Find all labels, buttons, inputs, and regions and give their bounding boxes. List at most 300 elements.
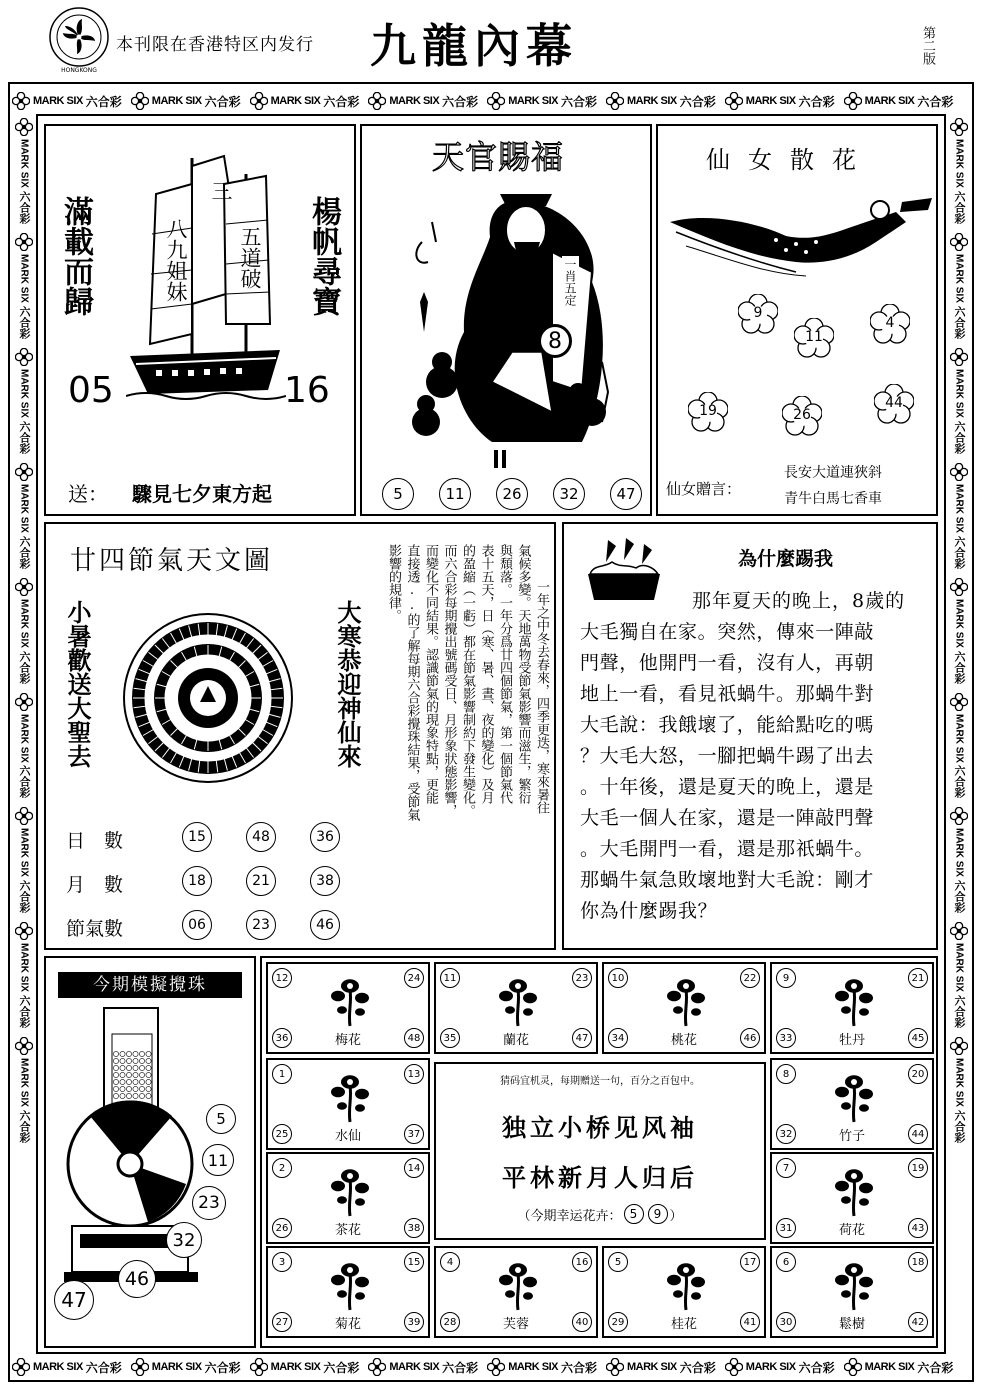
border-unit — [725, 1358, 838, 1376]
flower-number-bl: 30 — [776, 1312, 796, 1332]
flower-ornament-icon — [950, 118, 968, 136]
flower-name: 水仙 — [334, 1129, 361, 1144]
lhc-text: 六合彩 — [18, 765, 31, 799]
draw-ball: 23 — [192, 1186, 226, 1220]
mark-six-text: MARK SIX — [953, 253, 965, 303]
flower-cell — [770, 1058, 934, 1150]
send-label: 送： — [68, 482, 108, 506]
jieqi-number-ball: 36 — [310, 822, 340, 852]
flower-number-tr: 14 — [404, 1158, 424, 1178]
flower-number-tl: 10 — [608, 968, 628, 988]
flower-ornament-icon — [131, 92, 149, 110]
mark-six-text: MARK SIX — [18, 713, 30, 763]
fairy-icon — [666, 192, 936, 282]
flower-ornament-icon — [950, 233, 968, 251]
center-verse-box — [434, 1062, 766, 1240]
flower-cell — [266, 962, 430, 1054]
flower-number-tl: 3 — [272, 1252, 292, 1272]
fairy-flower-number: 9 — [753, 305, 763, 321]
flower-ornament-icon — [844, 92, 862, 110]
mark-six-text: MARK SIX — [33, 95, 83, 107]
border-unit — [15, 1037, 33, 1146]
mark-six-text: MARK SIX — [626, 95, 677, 107]
flower-ornament-icon — [15, 807, 33, 825]
header — [0, 0, 982, 80]
flower-number-tr: 23 — [572, 968, 592, 988]
hk-logo-icon — [48, 6, 110, 68]
jieqi-number-ball: 21 — [246, 866, 276, 896]
mark-six-text: MARK SIX — [953, 943, 965, 993]
mark-six-text: MARK SIX — [953, 139, 965, 188]
draw-ball: 46 — [118, 1260, 156, 1298]
lhc-text: 六合彩 — [798, 94, 835, 109]
essay-column: 而變化不同結果。認識節氣的現象特點，更能 — [423, 544, 438, 804]
edition-label: 第二版 — [920, 26, 935, 65]
tianguan-number-ball: 26 — [496, 478, 528, 510]
lhc-text: 六合彩 — [18, 995, 31, 1029]
jieqi-left-couplet: 小暑歡送大聖去 — [63, 600, 92, 768]
border-unit — [15, 578, 33, 687]
flower-number-br: 38 — [404, 1218, 424, 1238]
border-strip-right — [944, 118, 974, 1348]
flower-number-br: 42 — [908, 1312, 928, 1332]
story-line: 大毛獨自在家。突然，傳來一陣敲 — [580, 621, 875, 643]
jieqi-title: 廿四節氣天文圖 — [70, 546, 274, 576]
logo-caption: HONGKONG — [61, 67, 97, 74]
flower-name: 竹子 — [838, 1129, 865, 1144]
flower-ornament-icon — [12, 1358, 30, 1376]
flower-number-tl: 1 — [272, 1064, 292, 1084]
lhc-text: 六合彩 — [953, 190, 966, 224]
flower-ornament-icon — [15, 233, 33, 251]
story-line: 。大毛開門一看，還是那祇蝸牛。 — [580, 838, 875, 860]
sail-text-top: 三 — [209, 180, 233, 201]
mark-six-text: MARK SIX — [953, 1058, 965, 1108]
tianguan-number-ball: 5 — [382, 478, 414, 510]
ship-panel — [44, 124, 356, 516]
flower-cell — [770, 1152, 934, 1244]
fairy-flower-badge — [688, 392, 728, 432]
flower-ornament-icon — [487, 1358, 505, 1376]
mark-six-text: MARK SIX — [270, 95, 321, 107]
lhc-text: 六合彩 — [560, 1360, 597, 1375]
lucky-flower-hint — [436, 1204, 764, 1224]
lhc-text: 六合彩 — [204, 94, 241, 109]
border-unit — [131, 1358, 244, 1376]
essay-column: 影響的規律。 — [386, 544, 401, 622]
border-unit — [15, 118, 33, 227]
border-unit — [725, 92, 838, 110]
flower-name: 牡丹 — [838, 1033, 865, 1048]
flower-number-tl: 2 — [272, 1158, 292, 1178]
flower-illustration-icon — [322, 972, 378, 1028]
flower-ornament-icon — [15, 578, 33, 596]
mark-six-text: MARK SIX — [508, 1361, 558, 1373]
story-line: 地上一看，看見祇蝸牛。那蝸牛對 — [580, 683, 875, 705]
mark-six-text: MARK SIX — [953, 828, 965, 878]
center-note: 猜码宜机灵，每期赠送一句，百分之百包中。 — [500, 1076, 700, 1087]
flower-number-br: 44 — [908, 1124, 928, 1144]
border-unit — [15, 233, 33, 342]
mark-six-text: MARK SIX — [18, 253, 30, 303]
essay-column: 一年之中冬去春來，四季更迭，寒來暑往 — [534, 580, 549, 814]
story-title: 為什麼踢我 — [738, 548, 834, 570]
flower-number-tr: 17 — [740, 1252, 760, 1272]
jieqi-right-couplet: 大寒恭迎神仙來 — [333, 600, 362, 768]
flower-ornament-icon — [844, 1358, 862, 1376]
flower-name: 桃花 — [670, 1033, 697, 1048]
essay-column: 的盈縮（一虧）都在節氣影響制約下發生變化。 — [460, 544, 475, 817]
tianguan-deity-icon — [402, 182, 622, 472]
lhc-text: 六合彩 — [18, 420, 31, 454]
mark-six-text: MARK SIX — [18, 598, 30, 648]
border-unit — [487, 92, 600, 110]
border-unit — [606, 1358, 719, 1376]
flower-number-br: 37 — [404, 1124, 424, 1144]
flower-name: 蘭花 — [502, 1033, 529, 1048]
flower-number-tl: 7 — [776, 1158, 796, 1178]
mark-six-text: MARK SIX — [18, 1058, 30, 1108]
lucky-number-1: 5 — [624, 1204, 644, 1224]
flower-ornament-icon — [15, 118, 33, 136]
flower-cell — [434, 962, 598, 1054]
lhc-text: 六合彩 — [953, 535, 966, 569]
flower-number-bl: 29 — [608, 1312, 628, 1332]
essay-column: 表十五天，日（寒、暑、晝、夜的變化）及月 — [478, 544, 494, 804]
lhc-text: 六合彩 — [18, 535, 31, 569]
flower-ornament-icon — [950, 1037, 968, 1055]
lhc-text: 六合彩 — [953, 1110, 966, 1144]
border-unit — [950, 922, 968, 1031]
draw-panel — [44, 956, 256, 1348]
flower-number-tr: 24 — [404, 968, 424, 988]
essay-column: 而六合彩每期攪出號碼受日、月形象狀態影響， — [441, 544, 457, 817]
fairy-flower-badge — [738, 294, 778, 334]
lucky-number-2: 9 — [648, 1204, 668, 1224]
center-verse-line2: 平林新月人归后 — [502, 1163, 698, 1192]
flower-illustration-icon — [490, 972, 546, 1028]
draw-title: 今期模擬攪珠 — [58, 972, 242, 998]
send-text: 驟見七夕東方起 — [132, 482, 272, 506]
mark-six-text: MARK SIX — [953, 713, 965, 763]
mark-six-text: MARK SIX — [18, 483, 30, 533]
mark-six-text: MARK SIX — [33, 1361, 83, 1373]
mark-six-text: MARK SIX — [508, 95, 558, 107]
border-unit — [15, 807, 33, 916]
lhc-text: 六合彩 — [18, 190, 31, 224]
border-unit — [844, 1358, 957, 1376]
lhc-text: 六合彩 — [323, 1360, 360, 1375]
center-verse-line1: 独立小桥见风袖 — [502, 1113, 698, 1142]
flower-ornament-icon — [606, 92, 624, 110]
jieqi-row-label: 月 數 — [66, 874, 124, 896]
flower-illustration-icon — [490, 1256, 546, 1312]
mark-six-text: MARK SIX — [626, 1361, 677, 1373]
flower-ornament-icon — [15, 463, 33, 481]
flower-number-bl: 26 — [272, 1218, 292, 1238]
mark-six-text: MARK SIX — [18, 828, 30, 878]
flower-number-bl: 31 — [776, 1218, 796, 1238]
tianguan-number-ball: 32 — [553, 478, 585, 510]
tianguan-scroll-text: 一肖五定 — [563, 258, 577, 306]
story-line: 門聲，他開門一看，沒有人，再朝 — [580, 652, 875, 674]
tianguan-panel — [360, 124, 652, 516]
border-unit — [15, 922, 33, 1031]
flower-number-tr: 16 — [572, 1252, 592, 1272]
border-unit — [15, 693, 33, 802]
tianguan-number-ball: 47 — [610, 478, 642, 510]
flower-cell — [770, 1246, 934, 1338]
flower-illustration-icon — [658, 1256, 714, 1312]
fairy-panel — [656, 124, 938, 516]
border-unit — [12, 92, 125, 110]
flower-illustration-icon — [826, 1068, 882, 1124]
mark-six-text: MARK SIX — [389, 95, 440, 107]
flower-ornament-icon — [725, 1358, 743, 1376]
lhc-text: 六合彩 — [323, 94, 360, 109]
flower-number-tl: 6 — [776, 1252, 796, 1272]
sail-text-mid: 五道破 — [238, 226, 262, 289]
flower-cell — [266, 1246, 430, 1338]
flower-number-tr: 13 — [404, 1064, 424, 1084]
flower-number-br: 48 — [404, 1028, 424, 1048]
lhc-text: 六合彩 — [18, 1110, 31, 1144]
flower-number-br: 46 — [740, 1028, 760, 1048]
lhc-text: 六合彩 — [679, 1360, 716, 1375]
fairy-flower-badge — [874, 384, 914, 424]
border-unit — [950, 348, 968, 457]
lhc-text: 六合彩 — [18, 880, 31, 914]
flower-number-tr: 15 — [404, 1252, 424, 1272]
jieqi-number-ball: 18 — [182, 866, 212, 896]
lhc-text: 六合彩 — [204, 1360, 241, 1375]
flower-ornament-icon — [725, 92, 743, 110]
border-unit — [950, 233, 968, 342]
border-strip-top — [12, 86, 970, 116]
flower-ornament-icon — [368, 92, 386, 110]
flower-number-tl: 8 — [776, 1064, 796, 1084]
story-line: ？大毛大怒，一腳把蝸牛踢了出去 — [580, 745, 875, 767]
fairy-flower-number: 11 — [805, 329, 823, 345]
mark-six-text: MARK SIX — [864, 95, 915, 107]
flower-number-br: 43 — [908, 1218, 928, 1238]
flower-ornament-icon — [250, 92, 268, 110]
flower-name: 梅花 — [334, 1033, 361, 1048]
lhc-text: 六合彩 — [953, 650, 966, 684]
jieqi-number-ball: 46 — [310, 910, 340, 940]
mark-six-text: MARK SIX — [953, 598, 965, 648]
lhc-text: 六合彩 — [953, 765, 966, 799]
mark-six-text: MARK SIX — [745, 95, 796, 107]
flower-number-tl: 11 — [440, 968, 460, 988]
flower-number-tl: 4 — [440, 1252, 460, 1272]
flower-number-bl: 36 — [272, 1028, 292, 1048]
jieqi-panel — [44, 522, 556, 950]
lhc-text: 六合彩 — [953, 420, 966, 454]
border-unit — [250, 1358, 363, 1376]
flower-ornament-icon — [15, 922, 33, 940]
flower-number-tr: 22 — [740, 968, 760, 988]
flower-illustration-icon — [826, 1162, 882, 1218]
page-title: 九龍內幕 — [370, 19, 578, 73]
mark-six-text: MARK SIX — [864, 1361, 915, 1373]
flower-number-bl: 25 — [272, 1124, 292, 1144]
flower-number-bl: 28 — [440, 1312, 460, 1332]
ship-number-left: 05 — [68, 370, 114, 411]
fairy-flower-badge — [794, 318, 834, 358]
flower-cell — [266, 1152, 430, 1244]
lhc-text: 六合彩 — [917, 1360, 954, 1375]
flower-name: 茶花 — [334, 1223, 361, 1238]
flower-illustration-icon — [826, 972, 882, 1028]
mark-six-text: MARK SIX — [18, 139, 30, 188]
flower-ornament-icon — [131, 1358, 149, 1376]
draw-ball: 47 — [54, 1280, 94, 1320]
mark-six-text: MARK SIX — [953, 368, 965, 418]
flower-ornament-icon — [950, 693, 968, 711]
mark-six-text: MARK SIX — [151, 1361, 202, 1373]
flower-ornament-icon — [15, 1037, 33, 1055]
essay-column: 直接透..的了解每期六合彩攪珠結果，受節氣 — [404, 544, 420, 821]
jieqi-number-ball: 38 — [310, 866, 340, 896]
draw-ball: 32 — [166, 1222, 202, 1258]
flower-number-br: 47 — [572, 1028, 592, 1048]
flower-number-bl: 33 — [776, 1028, 796, 1048]
story-line: 你為什麼踢我？ — [580, 900, 718, 922]
flower-ornament-icon — [950, 463, 968, 481]
flower-number-br: 45 — [908, 1028, 928, 1048]
flower-number-br: 41 — [740, 1312, 760, 1332]
flower-ornament-icon — [487, 92, 505, 110]
fairy-flower-number: 19 — [699, 403, 717, 419]
lhc-text: 六合彩 — [18, 650, 31, 684]
border-unit — [368, 92, 481, 110]
jieqi-row-label: 日 數 — [66, 830, 124, 852]
draw-ball: 11 — [202, 1144, 234, 1176]
jieqi-number-ball: 23 — [246, 910, 276, 940]
lhc-text: 六合彩 — [442, 94, 479, 109]
flower-number-tr: 20 — [908, 1064, 928, 1084]
lhc-text: 六合彩 — [442, 1360, 479, 1375]
border-unit — [368, 1358, 481, 1376]
story-line: 大毛說：我餓壞了，能給點吃的嗎 — [580, 714, 875, 736]
lhc-text: 六合彩 — [953, 995, 966, 1029]
fairy-gift-line2: 青牛白馬七香車 — [784, 491, 882, 507]
border-strip-left — [9, 118, 39, 1348]
border-unit — [950, 118, 968, 227]
flower-ornament-icon — [950, 807, 968, 825]
essay-column: 與頹落。一年分爲廿四個節氣，第一個節氣代 — [497, 544, 512, 804]
border-unit — [487, 1358, 600, 1376]
flower-number-tr: 19 — [908, 1158, 928, 1178]
tianguan-ball: 8 — [538, 324, 572, 358]
story-panel — [562, 522, 938, 950]
flower-number-bl: 27 — [272, 1312, 292, 1332]
flower-cell — [266, 1058, 430, 1150]
fairy-flower-badge — [782, 396, 822, 436]
flower-ornament-icon — [950, 922, 968, 940]
flower-cell — [602, 1246, 766, 1338]
border-unit — [12, 1358, 125, 1376]
flower-illustration-icon — [658, 972, 714, 1028]
flower-illustration-icon — [322, 1256, 378, 1312]
flower-ornament-icon — [950, 348, 968, 366]
fairy-flower-number: 4 — [885, 315, 895, 331]
fairy-gift-label: 仙女贈言： — [666, 480, 742, 498]
lhc-text: 六合彩 — [917, 94, 954, 109]
border-unit — [950, 693, 968, 802]
distribution-notice: 本刊限在香港特区内发行 — [116, 35, 314, 55]
astronomical-wheel-icon — [120, 610, 296, 786]
cake-icon — [584, 534, 664, 604]
border-unit — [950, 578, 968, 687]
flower-cell — [770, 962, 934, 1054]
fairy-gift-line1: 長安大道連狹斜 — [784, 465, 882, 481]
lhc-text: 六合彩 — [18, 305, 31, 339]
mark-six-text: MARK SIX — [18, 368, 30, 418]
flower-number-br: 40 — [572, 1312, 592, 1332]
fairy-flower-number: 44 — [885, 395, 903, 411]
lucky-hint-end: ） — [669, 1208, 683, 1224]
jieqi-row-label: 節氣數 — [66, 918, 124, 940]
flower-ornament-icon — [950, 578, 968, 596]
fairy-flower-number: 26 — [793, 407, 811, 423]
fairy-flower-badge — [870, 304, 910, 344]
draw-ball: 5 — [206, 1104, 236, 1134]
flower-number-tl: 9 — [776, 968, 796, 988]
lhc-text: 六合彩 — [953, 305, 966, 339]
ship-right-couplet: 楊帆尋寶 — [306, 196, 341, 316]
border-unit — [844, 92, 957, 110]
border-unit — [950, 1037, 968, 1146]
flower-illustration-icon — [322, 1162, 378, 1218]
mark-six-text: MARK SIX — [270, 1361, 321, 1373]
border-unit — [131, 92, 244, 110]
mark-six-text: MARK SIX — [151, 95, 202, 107]
flower-number-tr: 21 — [908, 968, 928, 988]
flower-illustration-icon — [826, 1256, 882, 1312]
fairy-title: 仙女散花 — [706, 146, 874, 174]
flower-number-bl: 35 — [440, 1028, 460, 1048]
flower-number-tl: 5 — [608, 1252, 628, 1272]
tianguan-title: 天官賜福 — [432, 138, 565, 176]
flower-number-bl: 32 — [776, 1124, 796, 1144]
essay-column: 氣候多變。天地萬物受節氣影響而滋生，繁衍 — [515, 544, 531, 804]
flower-number-tl: 12 — [272, 968, 292, 988]
flower-name: 荷花 — [838, 1223, 865, 1238]
flower-number-br: 39 — [404, 1312, 424, 1332]
lhc-text: 六合彩 — [85, 1360, 122, 1375]
border-unit — [15, 348, 33, 457]
flower-number-bl: 34 — [608, 1028, 628, 1048]
flower-ornament-icon — [250, 1358, 268, 1376]
lucky-hint-text: （今期幸运花卉： — [517, 1208, 622, 1224]
mark-six-text: MARK SIX — [18, 943, 30, 993]
flower-ornament-icon — [15, 693, 33, 711]
flower-name: 菊花 — [334, 1317, 361, 1332]
border-unit — [15, 463, 33, 572]
jieqi-number-ball: 15 — [182, 822, 212, 852]
flower-cell — [602, 962, 766, 1054]
story-line: 。十年後，還是夏天的晚上，還是 — [580, 776, 875, 798]
border-unit — [606, 92, 719, 110]
border-unit — [950, 463, 968, 572]
story-line: 那年夏天的晚上，8歲的 — [692, 590, 906, 612]
lhc-text: 六合彩 — [953, 880, 966, 914]
flower-ornament-icon — [12, 92, 30, 110]
mark-six-text: MARK SIX — [953, 483, 965, 533]
jieqi-number-ball: 06 — [182, 910, 212, 940]
